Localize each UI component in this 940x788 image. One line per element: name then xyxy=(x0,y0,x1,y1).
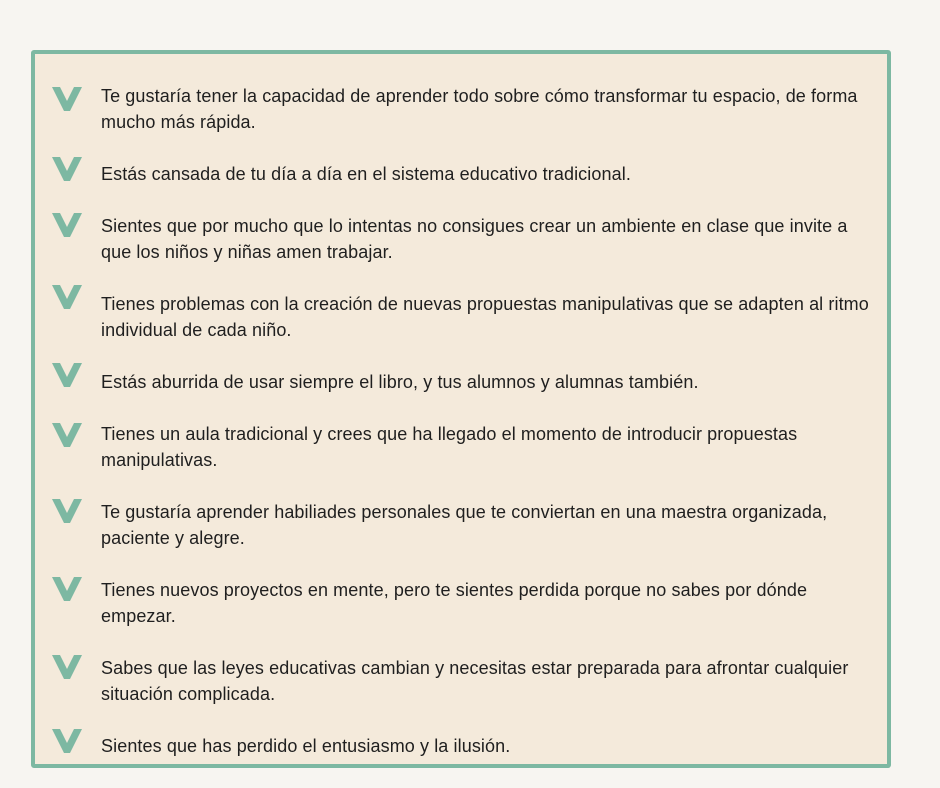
list-item-text: Tienes problemas con la creación de nuevas propuestas manipulativas que se adapten al ritmo individual de cada niño. xyxy=(101,294,869,340)
list-item-text: Tienes nuevos proyectos en mente, pero te sientes perdida porque no sabes por dónde empezar. xyxy=(101,580,808,626)
list-item-text: Tienes un aula tradicional y crees que ha llegado el momento de introducir propuestas manipulativas. xyxy=(101,424,798,470)
list-item-text: Estás cansada de tu día a día en el sistema educativo tradicional. xyxy=(101,164,631,184)
check-icon xyxy=(50,361,84,389)
list-item-text: Te gustaría tener la capacidad de aprender todo sobre cómo transformar tu espacio, de forma mucho más rápida. xyxy=(101,86,858,132)
list-item-text: Estás aburrida de usar siempre el libro, y tus alumnos y alumnas también. xyxy=(101,372,699,392)
check-icon xyxy=(50,575,84,603)
list-item-text: Sabes que las leyes educativas cambian y necesitas estar preparada para afrontar cualquier situación complicada. xyxy=(101,658,849,704)
check-icon xyxy=(50,85,84,113)
list-item-text: Sientes que has perdido el entusiasmo y la ilusión. xyxy=(101,736,511,756)
check-icon xyxy=(50,497,84,525)
check-icon xyxy=(50,653,84,681)
check-icon xyxy=(50,211,84,239)
list-item-text: Te gustaría aprender habiliades personales que te conviertan en una maestra organizada, paciente y alegre. xyxy=(101,502,828,548)
check-icon xyxy=(50,727,84,755)
check-icon xyxy=(50,155,84,183)
check-icon xyxy=(50,421,84,449)
checklist-card xyxy=(31,50,891,768)
list-item-text: Sientes que por mucho que lo intentas no consigues crear un ambiente en clase que invite a que los niños y niñas amen trabajar. xyxy=(101,216,848,262)
check-icon xyxy=(50,283,84,311)
